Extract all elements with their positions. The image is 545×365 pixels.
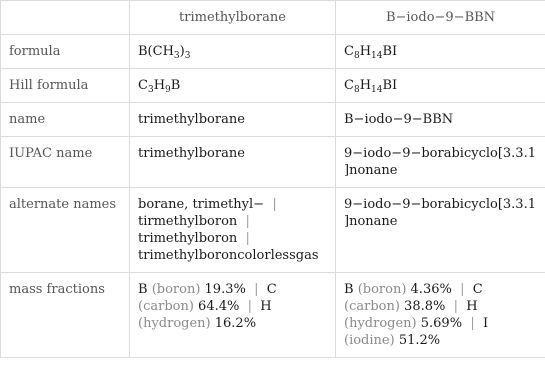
formula-cell-2: $C_8H_{14}BI$ bbox=[336, 35, 545, 69]
row-label-iupac-name: IUPAC name bbox=[1, 137, 130, 188]
table-row-formula bbox=[1, 35, 545, 69]
header-empty-cell bbox=[1, 1, 130, 35]
separator: | bbox=[245, 231, 250, 246]
alternate-name: trimethylboroncolorlessgas bbox=[138, 248, 319, 263]
mass-fraction-entry: H (hydrogen) 5.69% bbox=[344, 299, 478, 331]
column-header-iodo-bbn: B−iodo−9−BBN bbox=[336, 1, 545, 35]
element-name: (iodine) bbox=[344, 333, 395, 348]
mass-fractions-cell-2 bbox=[336, 273, 545, 358]
element-name: (boron) bbox=[357, 282, 407, 297]
subscript: 14 bbox=[371, 85, 383, 95]
row-label-name: name bbox=[1, 103, 130, 137]
alternate-name: borane, trimethyl− bbox=[138, 197, 265, 212]
alternate-names-cell-1 bbox=[130, 188, 336, 273]
row-label-hill-formula: Hill formula bbox=[1, 69, 130, 103]
subscript: 8 bbox=[353, 85, 360, 95]
row-label-alternate-names: alternate names bbox=[1, 188, 130, 273]
formula-cell-1: $B(CH_3)_3$ bbox=[130, 35, 336, 69]
header-row bbox=[1, 1, 545, 35]
alternate-names-cell-2 bbox=[336, 188, 545, 273]
name-cell-2: B−iodo−9−BBN bbox=[336, 103, 545, 137]
row-label-formula: formula bbox=[1, 35, 130, 69]
mass-fraction-entry: H (hydrogen) 16.2% bbox=[138, 299, 272, 331]
table-row-iupac-name bbox=[1, 137, 545, 188]
table-row-hill-formula bbox=[1, 69, 545, 103]
mass-fraction-entry: I (iodine) 51.2% bbox=[344, 316, 489, 348]
mass-fractions-cell-1 bbox=[130, 273, 336, 358]
separator: | bbox=[272, 197, 277, 212]
subscript: 14 bbox=[371, 51, 383, 61]
table-row-mass-fractions bbox=[1, 273, 545, 358]
hill-formula-cell-2: $C_8H_{14}BI$ bbox=[336, 69, 545, 103]
element-name: (carbon) bbox=[344, 299, 400, 314]
mass-fraction-entry: B (boron) 4.36% bbox=[344, 282, 452, 297]
hill-formula-cell-1: $C_3H_9B$ bbox=[130, 69, 336, 103]
mass-fraction-entry: C (carbon) 64.4% bbox=[138, 282, 277, 314]
element-name: (boron) bbox=[151, 282, 201, 297]
iupac-name-cell-2: 9−iodo−9−borabicyclo[3.3.1]nonane bbox=[336, 137, 545, 188]
separator: | bbox=[254, 282, 259, 297]
subscript: 3 bbox=[184, 51, 191, 61]
element-name: (hydrogen) bbox=[138, 316, 211, 331]
alternate-name: 9−iodo−9−borabicyclo[3.3.1]nonane bbox=[344, 197, 536, 229]
separator: | bbox=[245, 214, 250, 229]
column-header-trimethylborane: trimethylborane bbox=[130, 1, 336, 35]
subscript: 8 bbox=[353, 51, 360, 61]
iupac-name-cell-1: trimethylborane bbox=[130, 137, 336, 188]
alternate-name: tirmethylboron bbox=[138, 214, 238, 229]
alternate-name: trimethylboron bbox=[138, 231, 238, 246]
table-row-name bbox=[1, 103, 545, 137]
subscript: 3 bbox=[147, 85, 154, 95]
element-name: (hydrogen) bbox=[344, 316, 417, 331]
mass-fraction-entry: B (boron) 19.3% bbox=[138, 282, 246, 297]
separator: | bbox=[460, 282, 465, 297]
name-cell-1: trimethylborane bbox=[130, 103, 336, 137]
subscript: 9 bbox=[165, 85, 171, 95]
element-name: (carbon) bbox=[138, 299, 194, 314]
subscript: 3 bbox=[173, 51, 180, 61]
table-row-alternate-names bbox=[1, 188, 545, 273]
row-label-mass-fractions: mass fractions bbox=[1, 273, 130, 358]
mass-fraction-entry: C (carbon) 38.8% bbox=[344, 282, 483, 314]
separator: | bbox=[453, 299, 459, 314]
separator: | bbox=[247, 299, 253, 314]
separator: | bbox=[470, 316, 475, 331]
